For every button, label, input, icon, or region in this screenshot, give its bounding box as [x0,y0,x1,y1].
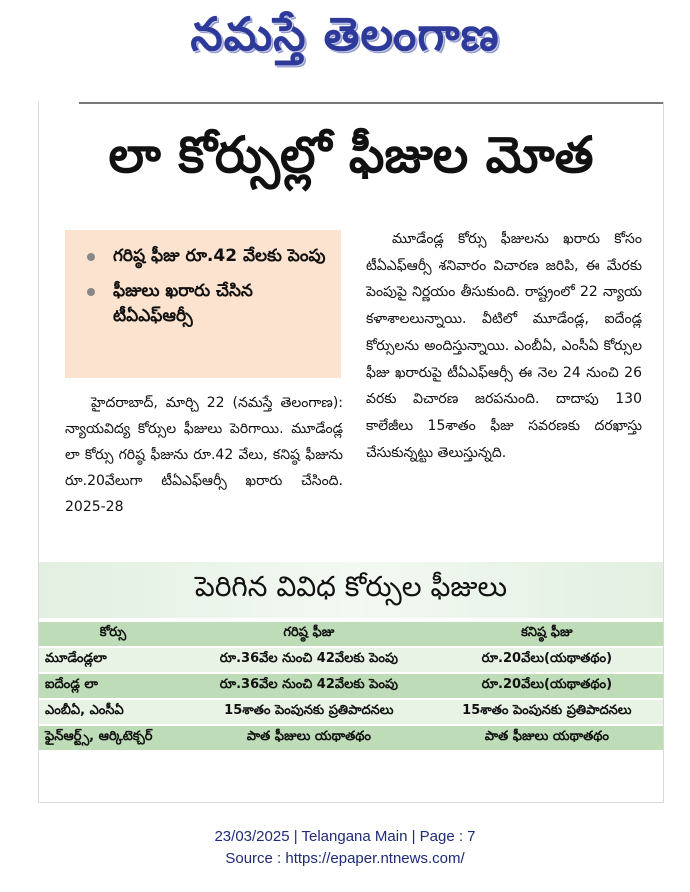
article-headline: లా కోర్సుల్లో ఫీజుల మోత [108,126,594,184]
table-row [39,726,663,750]
footer [0,826,690,870]
fee-table [39,620,663,752]
highlight-text: ఫీజులు ఖరారు చేసిన టీఏఎఫ్ఆర్సీ [113,281,253,326]
article-body-left [65,390,343,520]
footer-date-page: 23/03/2025 | Telangana Main | Page : 7 [214,828,476,845]
highlights-box [65,230,341,378]
table-cell: 15శాతం పెంపునకు ప్రతిపాదనలు [431,700,663,724]
body-paragraph: మూడేండ్ల కోర్సు ఫీజులను ఖరారు కోసం టీఏఎఫ్ఆర్సీ శనివారం విచారణ జరిపి, ఈ మేరకు పెంపుపై నిర్ణయం తీసుకుంది. రాష్ట్రంలో 22 న్యాయ కళాశాలలున్నాయి. వీటిలో మూడేండ్ల, ఐదేండ్ల కోర్సులను అందిస్తున్నాయి. ఎంబీఏ, ఎంసీఏ కోర్సుల ఫీజు ఖరారుపై టీఏఎఫ్ఆర్సీ ఈ నెల 24 నుంచి 26 వరకు విచారణ జరపనుంది. దాదాపు 130 కాలేజీలు 15శాతం ఫీజు సవరణకు దరఖాస్తు చేసుకున్నట్టు తెలుస్తున్నది. [366,231,642,461]
highlight-item [83,279,331,329]
highlight-text: గరిష్ఠ ఫీజు రూ.42 వేలకు పెంపు [113,246,326,266]
table-cell: 15శాతం పెంపునకు ప్రతిపాదనలు [187,700,431,724]
table-cell: రూ.36వేల నుంచి 42వేలకు పెంపు [187,648,431,672]
table-header-cell: కనిష్ఠ ఫీజు [431,622,663,646]
news-clipping [38,102,664,803]
bullet-icon [87,253,95,261]
article-body-right [366,226,642,466]
table-title: పెరిగిన వివిధ కోర్సుల ఫీజులు [194,570,508,603]
table-cell: రూ.20వేలు(యథాతథం) [431,674,663,698]
highlight-item [83,244,331,269]
table-header-row [39,622,663,646]
table-cell: రూ.20వేలు(యథాతథం) [431,648,663,672]
table-cell: ఎంబీఏ, ఎంసీఏ [39,700,187,724]
table-cell: మూడేండ్లలా [39,648,187,672]
table-cell: రూ.36వేల నుంచి 42వేలకు పెంపు [187,674,431,698]
table-cell: ఫైన్ఆర్ట్స్, ఆర్కిటెక్చర్ [39,726,187,750]
table-cell: పాత ఫీజులు యథాతథం [187,726,431,750]
table-row [39,648,663,672]
table-header-cell: గరిష్ఠ ఫీజు [187,622,431,646]
table-row [39,674,663,698]
table-header-cell: కోర్సు [39,622,187,646]
table-cell: ఐదేండ్ల లా [39,674,187,698]
top-divider [79,102,663,104]
table-cell: పాత ఫీజులు యథాతథం [431,726,663,750]
masthead-logo: నమస్తే తెలంగాణ [190,7,500,61]
body-paragraph: హైదరాబాద్, మార్చి 22 (నమస్తే తెలంగాణ): న్యాయవిద్య కోర్సుల ఫీజులు పెరిగాయి. మూడేండ్ల లా కోర్సు గరిష్ఠ ఫీజును రూ.42 వేలు, కనిష్ఠ ఫీజును రూ.20వేలుగా టీఏఎఫ్ఆర్సీ ఖరారు చేసింది. 2025-28 [65,395,343,515]
footer-source: Source : https://epaper.ntnews.com/ [225,850,465,867]
table-title-band [39,562,663,618]
bullet-icon [87,288,95,296]
table-row [39,700,663,724]
masthead [0,0,690,80]
